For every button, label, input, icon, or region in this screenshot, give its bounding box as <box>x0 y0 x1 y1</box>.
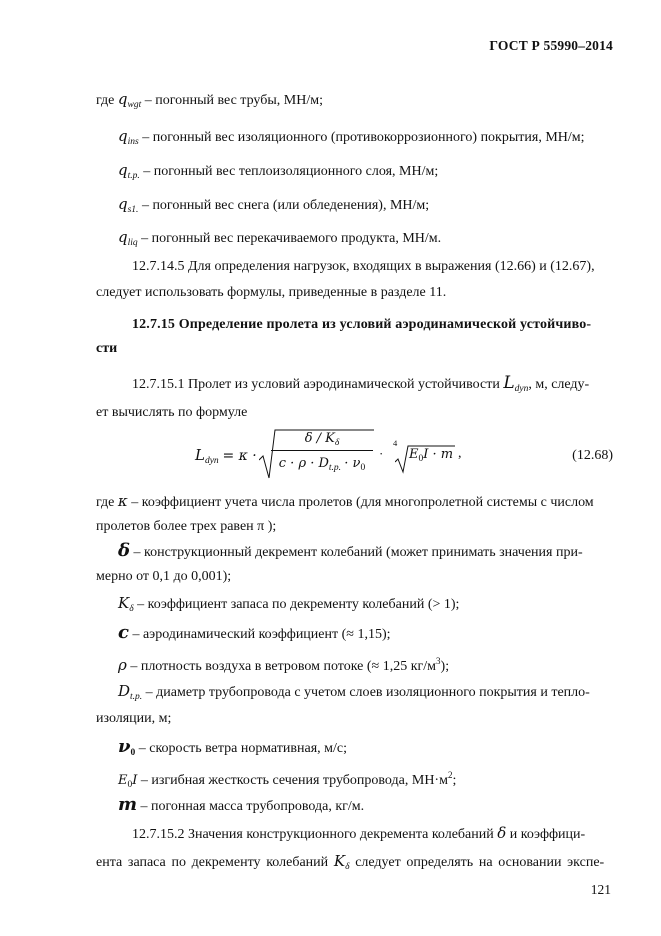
def-c: c – аэродинамический коэффициент (≈ 1,15); <box>118 622 391 643</box>
where-word: где <box>96 93 115 108</box>
symbol: q <box>118 228 128 246</box>
delta-symbol: δ <box>497 824 507 842</box>
symbol: q <box>118 127 128 145</box>
root-index: 4 <box>393 438 398 448</box>
page-number: 121 <box>590 882 611 897</box>
kappa-symbol: κ <box>117 492 128 510</box>
para-text: 12.7.15.1 Пролет из условий аэродинамической устойчивости <box>132 377 500 392</box>
symbol: L <box>503 373 515 393</box>
e0i-symbol: E <box>118 773 128 788</box>
m-symbol: m <box>118 794 138 815</box>
def-kappa-line1: где κ – коэффициент учета числа пролетов (для многопролетной системы с числом <box>96 492 594 510</box>
c-symbol: c <box>118 622 129 643</box>
def-rho: ρ – плотность воздуха в ветровом потоке (≈ 1,25 $кг/м^3$); <box>118 656 450 674</box>
def-e0i: $E_0I$ – изгибная жесткость сечения трубопровода, $МН\cdot м^2$; <box>118 770 457 790</box>
kdelta-symbol: K <box>118 594 130 612</box>
para-12-7-15-2-line1: 12.7.15.2 Значения конструкционного декремента колебаний δ и коэффици- <box>132 824 586 842</box>
para-12-7-14-5-line2: следует использовать формулы, приведенные в разделе 11. <box>96 285 447 300</box>
def-q-liq <box>118 228 441 252</box>
def-q-ins <box>118 127 585 151</box>
equation-number: (12.68) <box>572 448 613 463</box>
fraction-bar <box>271 450 373 451</box>
section-heading-line1: 12.7.15 Определение пролета из условий аэродинамической устойчиво- <box>132 317 592 332</box>
equals-kappa: = κ · <box>222 448 257 464</box>
def-text: – погонный вес снега (или обледенения), МН/м; <box>138 198 430 213</box>
lhs-subscript: dyn <box>204 456 219 466</box>
v0-symbol: ν <box>118 736 131 757</box>
subscript: liq <box>127 238 138 248</box>
def-delta-line1: δ – конструкционный декремент колебаний (может принимать значения при- <box>118 540 583 561</box>
def-text: – погонный вес трубы, МН/м; <box>141 93 323 108</box>
section-heading-line2: сти <box>96 341 118 356</box>
def-q-tp <box>118 161 438 185</box>
symbol: q <box>118 195 128 213</box>
def-dtp-line2: изоляции, м; <box>96 711 172 726</box>
para-12-7-15-2-line2: ента запаса по декременту колебаний $K_\delta$ следует определять на основании экспе- <box>96 852 605 872</box>
def-text: – погонный вес теплоизоляционного слоя, МН/м; <box>139 164 439 179</box>
dtp-symbol: D <box>118 682 131 700</box>
lhs-symbol: L <box>195 446 205 464</box>
subscript: s1. <box>127 205 139 215</box>
para-12-7-14-5-line1: 12.7.14.5 Для определения нагрузок, входящих в выражения (12.66) и (12.67), <box>132 259 595 274</box>
para-12-7-15-1-line1 <box>132 374 589 398</box>
formula-lhs <box>195 446 257 466</box>
def-delta-line2: мерно от 0,1 до 0,001); <box>96 569 232 584</box>
standard-header: ГОСТ Р 55990–2014 <box>489 38 613 53</box>
para-text: , м, следу- <box>528 377 590 392</box>
def-v0: $\nu_0$ – скорость ветра нормативная, м/с; <box>118 736 347 758</box>
def-q-s1 <box>118 195 429 219</box>
fraction-denominator: $c \cdot \rho \cdot D_{t.p.} \cdot \nu_0$ <box>278 456 366 473</box>
subscript: wgt <box>127 100 142 110</box>
def-m: m – погонная масса трубопровода, кг/м. <box>118 794 365 815</box>
def-kappa-line2: пролетов более трех равен π ); <box>96 519 277 534</box>
root-content: $E_0I \cdot m$ <box>409 447 454 464</box>
subscript: t.p. <box>127 171 140 181</box>
para-12-7-15-1-line2: ет вычислять по формуле <box>96 405 248 420</box>
kdelta-symbol: K <box>333 852 346 870</box>
subscript: ins <box>127 137 139 147</box>
symbol: q <box>118 161 128 179</box>
formula-12-68 <box>195 426 495 482</box>
def-kdelta: $K_\delta$ – коэффициент запаса по декременту колебаний (> 1); <box>118 594 460 614</box>
formula-comma: , <box>458 446 462 461</box>
symbol: q <box>117 90 128 108</box>
formula-fraction <box>271 428 373 473</box>
formula-dot: · <box>379 446 384 461</box>
def-text: – погонный вес перекачиваемого продукта, МН/м. <box>137 231 442 246</box>
fraction-numerator: δ / $K_\delta$ <box>304 431 340 448</box>
subscript: dyn <box>514 384 529 394</box>
def-text: – погонный вес изоляционного (противокоррозионного) покрытия, МН/м; <box>138 130 585 145</box>
delta-symbol: δ <box>118 540 131 561</box>
def-q-wgt <box>96 90 323 114</box>
rho-symbol: ρ <box>118 656 127 674</box>
def-dtp-line1: $D_{t.p.}$ – диаметр трубопровода с учетом слоев изоляционного покрытия и тепло- <box>118 682 590 702</box>
